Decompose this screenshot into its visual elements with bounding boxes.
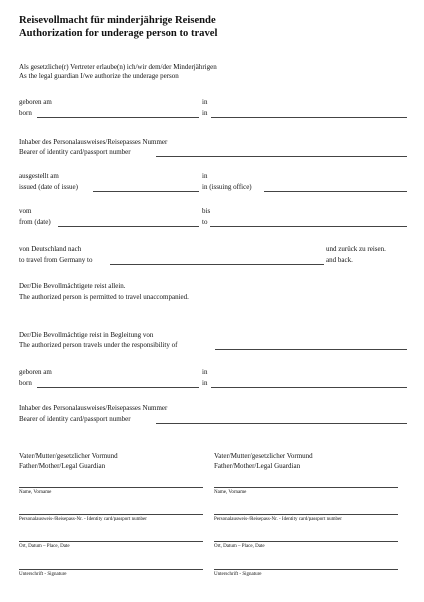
accompanied-de: Der/Die Bevollmächtige reist in Begleitung von: [19, 331, 154, 339]
issued-office-field[interactable]: [264, 191, 407, 192]
travel-destination-field[interactable]: [110, 264, 324, 265]
born2-place-field[interactable]: [211, 387, 407, 388]
intro-en: As the legal guardian I/we authorize the underage person: [19, 72, 179, 80]
born2-de-label: geboren am: [19, 368, 52, 376]
left-place-date-caption: Ort, Datum – Place, Date: [19, 544, 70, 549]
born1-en-in: in: [202, 109, 208, 117]
period-en-from: from (date): [19, 218, 51, 226]
period-to-field[interactable]: [210, 226, 407, 227]
id1-en: Bearer of identity card/passport number: [19, 148, 131, 156]
left-name-field[interactable]: [19, 487, 203, 488]
issued-en-in: in (issuing office): [202, 183, 252, 191]
left-id-field[interactable]: [19, 514, 203, 515]
guardian-right-en: Father/Mother/Legal Guardian: [214, 462, 301, 470]
travel-en-left: to travel from Germany to: [19, 256, 93, 264]
born1-date-field[interactable]: [37, 117, 199, 118]
travel-en-right: and back.: [326, 256, 353, 264]
id2-number-field[interactable]: [156, 423, 407, 424]
intro-de: Als gesetzliche(r) Vertreter erlaube(n) ich/wir dem/der Minderjährigen: [19, 63, 217, 71]
right-name-field[interactable]: [214, 487, 398, 488]
travel-de-right: und zurück zu reisen.: [326, 245, 386, 253]
born1-place-field[interactable]: [211, 117, 407, 118]
accompanied-by-field[interactable]: [215, 349, 407, 350]
id2-de: Inhaber des Personalausweises/Reisepasses Nummer: [19, 404, 168, 412]
left-name-caption: Name, Vorname: [19, 490, 52, 495]
title-en: Authorization for underage person to travel: [19, 28, 218, 39]
period-de-to: bis: [202, 207, 211, 215]
born1-de-label: geboren am: [19, 98, 52, 106]
born2-en-label: born: [19, 379, 32, 387]
born2-date-field[interactable]: [37, 387, 199, 388]
period-de-from: vom: [19, 207, 32, 215]
title-de: Reisevollmacht für minderjährige Reisende: [19, 15, 216, 26]
alone-en: The authorized person is permitted to travel unaccompanied.: [19, 293, 189, 301]
born2-de-in: in: [202, 368, 208, 376]
right-signature-field[interactable]: [214, 569, 398, 570]
guardian-left-de: Vater/Mutter/gesetzlicher Vormund: [19, 452, 118, 460]
alone-de: Der/Die Bevollmächtigete reist allein.: [19, 282, 126, 290]
period-en-to: to: [202, 218, 208, 226]
born2-en-in: in: [202, 379, 208, 387]
accompanied-en: The authorized person travels under the responsibility of: [19, 341, 178, 349]
left-signature-caption: Unterschrift - Signature: [19, 572, 67, 577]
period-from-field[interactable]: [58, 226, 199, 227]
id2-en: Bearer of identity card/passport number: [19, 415, 131, 423]
issued-en-label: issued (date of issue): [19, 183, 78, 191]
right-place-date-caption: Ort, Datum – Place, Date: [214, 544, 265, 549]
right-name-caption: Name, Vorname: [214, 490, 247, 495]
id1-de: Inhaber des Personalausweises/Reisepasses Nummer: [19, 138, 168, 146]
id1-number-field[interactable]: [156, 156, 407, 157]
issued-de-label: ausgestellt am: [19, 172, 59, 180]
left-signature-field[interactable]: [19, 569, 203, 570]
left-place-date-field[interactable]: [19, 541, 203, 542]
guardian-right-de: Vater/Mutter/gesetzlicher Vormund: [214, 452, 313, 460]
right-id-caption: Personalausweis-/Reisepass-Nr. - Identity card/passport number: [214, 517, 342, 522]
issued-date-field[interactable]: [93, 191, 199, 192]
right-id-field[interactable]: [214, 514, 398, 515]
travel-de-left: von Deutschland nach: [19, 245, 82, 253]
right-signature-caption: Unterschrift - Signature: [214, 572, 262, 577]
right-place-date-field[interactable]: [214, 541, 398, 542]
issued-de-in: in: [202, 172, 208, 180]
left-id-caption: Personalausweis-/Reisepass-Nr. - Identity card/passport number: [19, 517, 147, 522]
guardian-left-en: Father/Mother/Legal Guardian: [19, 462, 106, 470]
born1-de-in: in: [202, 98, 208, 106]
born1-en-label: born: [19, 109, 32, 117]
